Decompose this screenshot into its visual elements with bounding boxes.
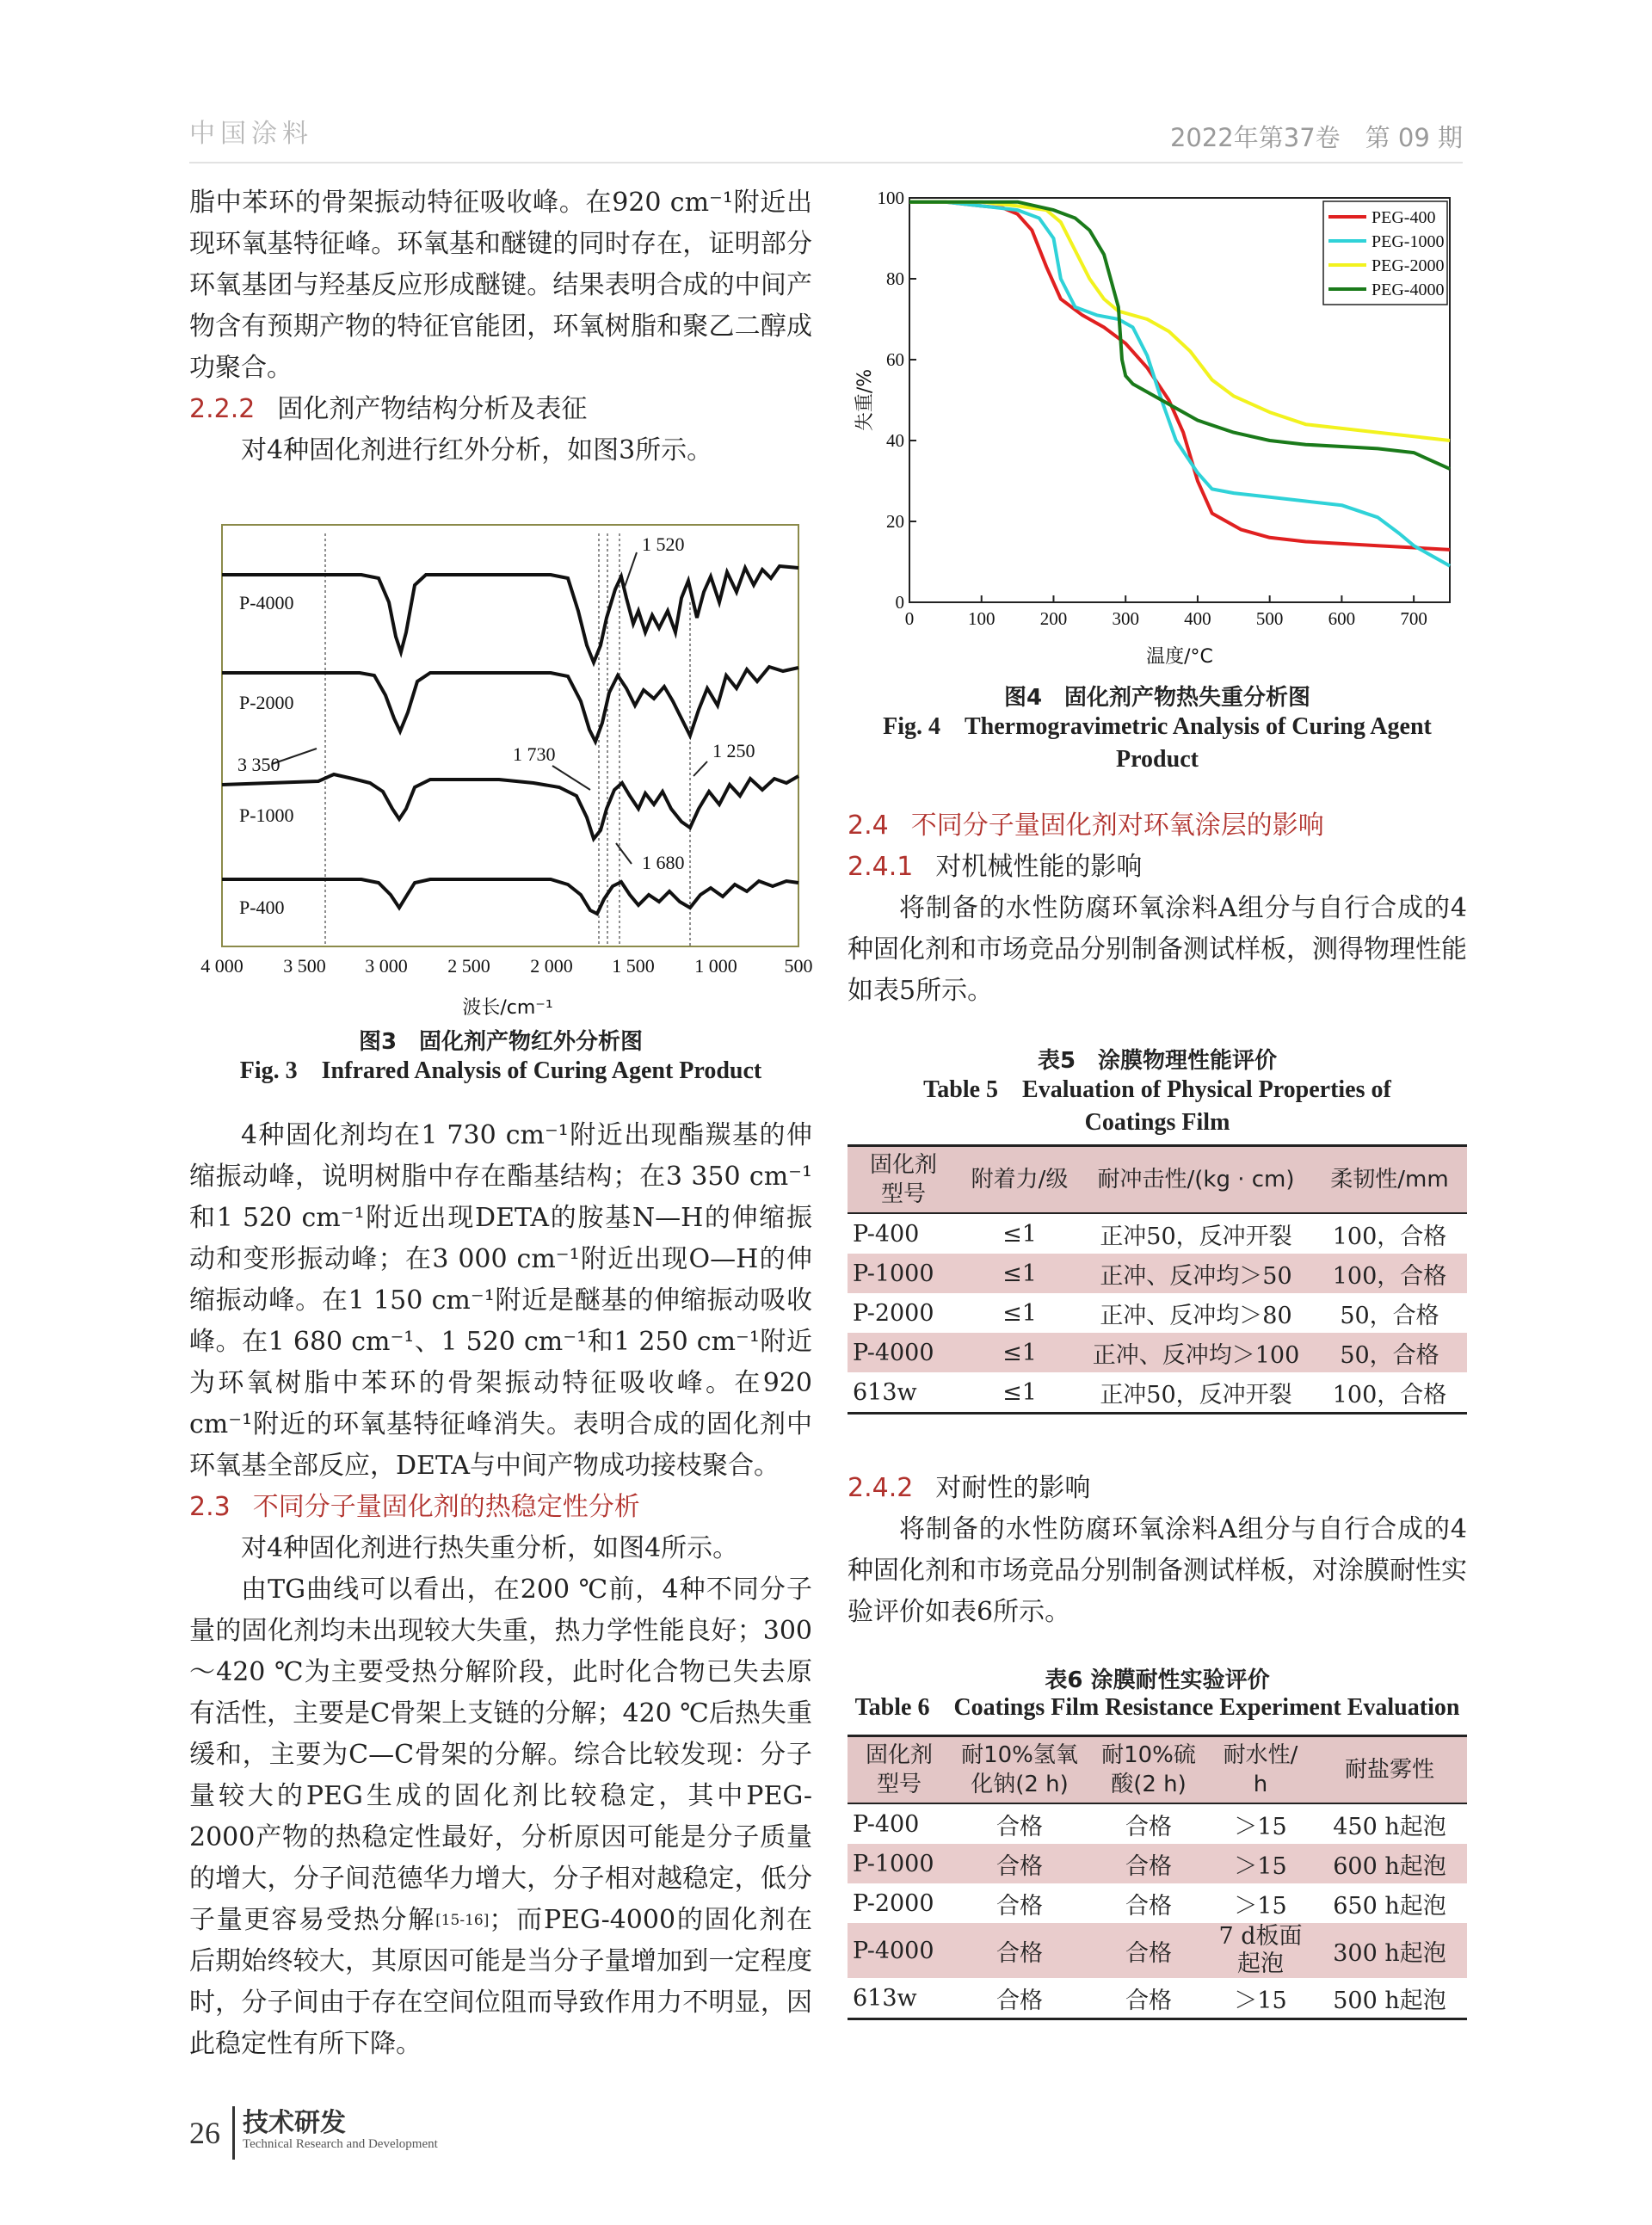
table-cell: P-4000 xyxy=(848,1333,959,1372)
x-tick-label: 200 xyxy=(1039,608,1068,629)
x-tick-label: 400 xyxy=(1184,608,1211,629)
table-cell: 300 h起泡 xyxy=(1312,1923,1467,1978)
table-cell: 50，合格 xyxy=(1312,1333,1467,1372)
section-title: 不同分子量固化剂的热稳定性分析 xyxy=(252,1492,640,1522)
table-cell: P-1000 xyxy=(848,1254,959,1293)
table-cell: 正冲、反冲均＞100 xyxy=(1080,1333,1312,1372)
section-heading-2-4-1 xyxy=(848,847,1467,888)
footer-divider xyxy=(232,2106,235,2160)
table-cell: ＞15 xyxy=(1209,1844,1312,1883)
section-heading-2-2-2 xyxy=(189,389,812,430)
table-header-cell: 耐10%氢氧 化钠(2 h) xyxy=(951,1736,1088,1804)
table-cell: 100，合格 xyxy=(1332,1223,1447,1250)
table-cell: P-400 xyxy=(853,1220,920,1248)
table-cell: P-2000 xyxy=(853,1299,934,1327)
table-header-row xyxy=(848,1146,1467,1214)
annotation-1520: 1 520 xyxy=(642,533,685,555)
y-tick-label: 60 xyxy=(886,349,904,370)
table-cell: ＞15 xyxy=(1234,1813,1287,1840)
table-cell: 合格 xyxy=(1088,1844,1209,1883)
paragraph-text: 由TG曲线可以看出，在200 ℃前，4种不同分子量的固化剂均未出现较大失重，热力学性能良好；300～420 ℃为主要受热分解阶段，此时化合物已失去原有活性，主要是C骨架上支链的分解；420 ℃后热失重缓和，主要为C—C骨架的分解。综合比较发现：分子量较大的PEG生成的固化剂比较稳定，其中PEG-2000产物的热稳定性最好，分析原因可能是分子质量的增大，分子间范德华力增大，分子相对越稳定，低分子量更容易受热分解 xyxy=(189,1575,812,1935)
table-row xyxy=(848,1883,1467,1923)
table-row xyxy=(848,1293,1467,1333)
fig4-xlabel: 温度/°C xyxy=(1146,646,1213,668)
table-row xyxy=(848,1254,1467,1293)
xtick: 1 000 xyxy=(694,955,737,977)
section-number: 2.3 xyxy=(189,1492,231,1522)
journal-name: 中国涂料 xyxy=(189,119,313,149)
x-tick-label: 0 xyxy=(904,608,915,629)
table-row xyxy=(848,1372,1467,1414)
arrow-1520 xyxy=(625,552,637,587)
table-cell: 50，合格 xyxy=(1340,1302,1439,1329)
fig3-xlabel: 波长/cm⁻¹ xyxy=(462,997,553,1019)
table-header-cell: 柔韧性/mm xyxy=(1312,1146,1467,1214)
table-cell: 合格 xyxy=(951,1844,1088,1883)
table-cell: ≤1 xyxy=(1002,1220,1037,1248)
table-body xyxy=(848,1803,1467,2019)
table-cell: 450 h起泡 xyxy=(1333,1813,1446,1840)
table-cell: 合格 xyxy=(1088,1978,1209,2019)
label-p4000: P-4000 xyxy=(239,592,294,613)
legend-label: PEG-1000 xyxy=(1372,232,1445,251)
y-tick-label: 100 xyxy=(877,188,904,208)
table-cell: 613w xyxy=(848,1372,959,1414)
section-number: 2.4 xyxy=(848,810,889,841)
table-cell: ≤1 xyxy=(959,1333,1080,1372)
section-heading-2-4 xyxy=(848,805,1467,847)
table-cell: 100，合格 xyxy=(1312,1372,1467,1414)
xtick: 3 500 xyxy=(283,955,326,977)
table-cell: P-400 xyxy=(853,1810,920,1838)
paragraph-text: ；而PEG-4000的固化剂在后期始终较大，其原因可能是当分子量增加到一定程度时，分子间由于存在空间位阻而导致作用力不明显，因此稳定性有所下降。 xyxy=(189,1905,813,2059)
section-number: 2.4.1 xyxy=(848,852,914,882)
xtick: 2 500 xyxy=(447,955,490,977)
table5 xyxy=(848,1144,1467,1415)
xtick: 3 000 xyxy=(365,955,408,977)
table-cell: 合格 xyxy=(1125,1892,1172,1920)
label-p1000: P-1000 xyxy=(239,804,294,826)
table-cell: ＞15 xyxy=(1209,1978,1312,2019)
table-cell: 7 d板面 起泡 xyxy=(1209,1923,1312,1978)
section-title: 对机械性能的影响 xyxy=(935,852,1143,882)
table5-caption-cn: 表5 涂膜物理性能评价 xyxy=(1037,1048,1278,1074)
paragraph: 将制备的水性防腐环氧涂料A组分与自行合成的4种固化剂和市场竞品分别制备测试样板，测得物理性能如表5所示。 xyxy=(848,893,1467,1006)
section-heading-2-3 xyxy=(189,1487,812,1528)
table-cell: 合格 xyxy=(996,1892,1043,1920)
issue-info: 2022年第37卷 第 09 期 xyxy=(1169,123,1463,152)
arrow-1250 xyxy=(693,761,707,776)
table-cell: 合格 xyxy=(1125,1813,1172,1840)
table-row xyxy=(848,1803,1467,1844)
trace-p4000 xyxy=(222,566,798,663)
table-row xyxy=(848,1844,1467,1883)
table-cell: 613w xyxy=(848,1978,951,2019)
header-rule xyxy=(189,162,1463,163)
table-header-cell: 固化剂 型号 xyxy=(848,1146,959,1214)
right-column-top xyxy=(848,805,1467,1012)
paragraph: 将制备的水性防腐环氧涂料A组分与自行合成的4种固化剂和市场竞品分别制备测试样板，对涂膜耐性实验评价如表6所示。 xyxy=(848,1514,1467,1627)
table-cell: ≤1 xyxy=(959,1254,1080,1293)
xtick: 500 xyxy=(784,955,813,977)
left-column-bottom xyxy=(189,1115,812,2065)
table-cell: ≤1 xyxy=(959,1372,1080,1414)
legend-label: PEG-400 xyxy=(1372,208,1436,227)
y-tick-label: 0 xyxy=(895,592,904,613)
legend-label: PEG-4000 xyxy=(1372,280,1445,299)
table-cell: 合格 xyxy=(1088,1923,1209,1978)
fig3-frame xyxy=(222,525,798,946)
table-cell: 500 h起泡 xyxy=(1312,1978,1467,2019)
table-cell: 100，合格 xyxy=(1312,1254,1467,1293)
table-header-row xyxy=(848,1736,1467,1804)
xtick: 2 000 xyxy=(530,955,573,977)
table-row xyxy=(848,1978,1467,2019)
section-title: 固化剂产物结构分析及表征 xyxy=(277,394,588,424)
table-cell: ≤1 xyxy=(1002,1299,1037,1327)
y-tick-label: 80 xyxy=(886,268,904,289)
table6 xyxy=(848,1735,1467,2020)
x-tick-label: 100 xyxy=(967,608,996,629)
right-column-bottom xyxy=(848,1468,1467,1633)
table-cell: 正冲50，反冲开裂 xyxy=(1080,1372,1312,1414)
x-tick-label: 700 xyxy=(1400,608,1427,629)
table-header-cell: 耐盐雾性 xyxy=(1312,1736,1467,1804)
table-row xyxy=(848,1213,1467,1254)
paragraph xyxy=(189,1569,812,2065)
paragraph: 脂中苯环的骨架振动特征吸收峰。在920 cm⁻¹附近出现环氧基特征峰。环氧基和醚键的同时存在，证明部分环氧基团与羟基反应形成醚键。结果表明合成的中间产物含有预期产物的特征官能团，环氧树脂和聚乙二醇成功聚合。 xyxy=(189,188,812,383)
table6-caption-cn: 表6 涂膜耐性实验评价 xyxy=(1045,1667,1270,1693)
table-cell: 正冲、反冲均＞50 xyxy=(1080,1254,1312,1293)
annotation-1680: 1 680 xyxy=(642,852,685,873)
table-cell: P-1000 xyxy=(848,1844,951,1883)
table-cell: 合格 xyxy=(996,1813,1043,1840)
table-cell: 正冲50，反冲开裂 xyxy=(1100,1223,1292,1250)
xtick: 1 500 xyxy=(612,955,655,977)
trace-p1000 xyxy=(222,774,798,839)
annotation-3350: 3 350 xyxy=(237,754,280,775)
trace-p400 xyxy=(222,879,798,914)
table5-caption-en: Table 5 Evaluation of Physical Properties of Coatings Film xyxy=(923,1076,1391,1136)
fig4-legend xyxy=(1323,201,1447,305)
x-tick-label: 500 xyxy=(1255,608,1284,629)
table-cell: 合格 xyxy=(951,1978,1088,2019)
table-cell: ＞15 xyxy=(1234,1892,1287,1920)
annotation-1730: 1 730 xyxy=(513,743,556,765)
section-number: 2.2.2 xyxy=(189,394,256,424)
page-number: 26 xyxy=(189,2116,220,2150)
xtick: 4 000 xyxy=(200,955,243,977)
section-title: 不同分子量固化剂对环氧涂层的影响 xyxy=(910,810,1324,841)
fig3-caption-en: Fig. 3 Infrared Analysis of Curing Agent Product xyxy=(239,1057,762,1084)
table-header-cell: 耐10%硫 酸(2 h) xyxy=(1088,1736,1209,1804)
arrow-1680 xyxy=(616,843,632,864)
footer-section-cn: 技术研发 xyxy=(243,2108,346,2138)
paragraph: 4种固化剂均在1 730 cm⁻¹附近出现酯羰基的伸缩振动峰，说明树脂中存在酯基结构；在3 350 cm⁻¹和1 520 cm⁻¹附近出现DETA的胺基N—H的伸缩振动和变形振动峰；在3 000 cm⁻¹附近出现O—H的伸缩振动峰。在1 150 cm⁻¹附近是醚基的伸缩振动吸收峰。在1 680 cm⁻¹、1 520 cm⁻¹和1 250 cm⁻¹附近为环氧树脂中苯环的骨架振动特征吸收峰。在920 cm⁻¹附近的环氧基特征峰消失。表明合成的固化剂中环氧基全部反应，DETA与中间产物成功接枝聚合。 xyxy=(189,1120,812,1481)
table-header-cell: 耐水性/ h xyxy=(1209,1736,1312,1804)
table-cell: 650 h起泡 xyxy=(1333,1892,1446,1920)
fig4-caption-en: Fig. 4 Thermogravimetric Analysis of Curing Agent Product xyxy=(883,713,1432,773)
y-tick-label: 40 xyxy=(886,430,904,451)
table-cell: 正冲、反冲均＞80 xyxy=(1100,1302,1292,1329)
section-heading-2-4-2 xyxy=(848,1468,1467,1509)
table-cell: 600 h起泡 xyxy=(1312,1844,1467,1883)
fig4-tg-chart xyxy=(852,181,1480,680)
table-cell: P-2000 xyxy=(853,1889,934,1917)
fig4-caption-cn: 图4 固化剂产物热失重分析图 xyxy=(1003,685,1311,711)
label-p2000: P-2000 xyxy=(239,692,294,713)
section-title: 对耐性的影响 xyxy=(935,1473,1091,1503)
table-cell: P-4000 xyxy=(848,1923,951,1978)
section-number: 2.4.2 xyxy=(848,1473,914,1503)
x-tick-label: 300 xyxy=(1112,608,1139,629)
label-p400: P-400 xyxy=(239,897,285,918)
paragraph: 对4种固化剂进行红外分析，如图3所示。 xyxy=(241,435,713,465)
fig3-ir-spectra xyxy=(189,516,826,1024)
annotation-1250: 1 250 xyxy=(712,740,755,761)
paragraph: 对4种固化剂进行热失重分析，如图4所示。 xyxy=(241,1533,739,1563)
citation: [15-16] xyxy=(435,1912,490,1929)
table-body xyxy=(848,1213,1467,1414)
table-header-cell: 耐冲击性/(kg · cm) xyxy=(1080,1146,1312,1214)
table-cell: 合格 xyxy=(951,1923,1088,1978)
left-column-top xyxy=(189,182,812,472)
table-header-cell: 固化剂 型号 xyxy=(848,1736,951,1804)
legend-label: PEG-2000 xyxy=(1372,256,1445,275)
table-row xyxy=(848,1333,1467,1372)
table-row xyxy=(848,1923,1467,1978)
table6-caption-en: Table 6 Coatings Film Resistance Experiment Evaluation xyxy=(854,1694,1460,1721)
fig4-ylabel: 失重/% xyxy=(854,368,876,432)
y-tick-label: 20 xyxy=(886,511,904,532)
x-tick-label: 600 xyxy=(1328,608,1356,629)
footer-section-en: Technical Research and Development xyxy=(243,2137,438,2151)
fig3-caption-cn: 图3 固化剂产物红外分析图 xyxy=(358,1029,644,1055)
trace-p2000 xyxy=(222,667,798,742)
table-header-cell: 附着力/级 xyxy=(959,1146,1080,1214)
